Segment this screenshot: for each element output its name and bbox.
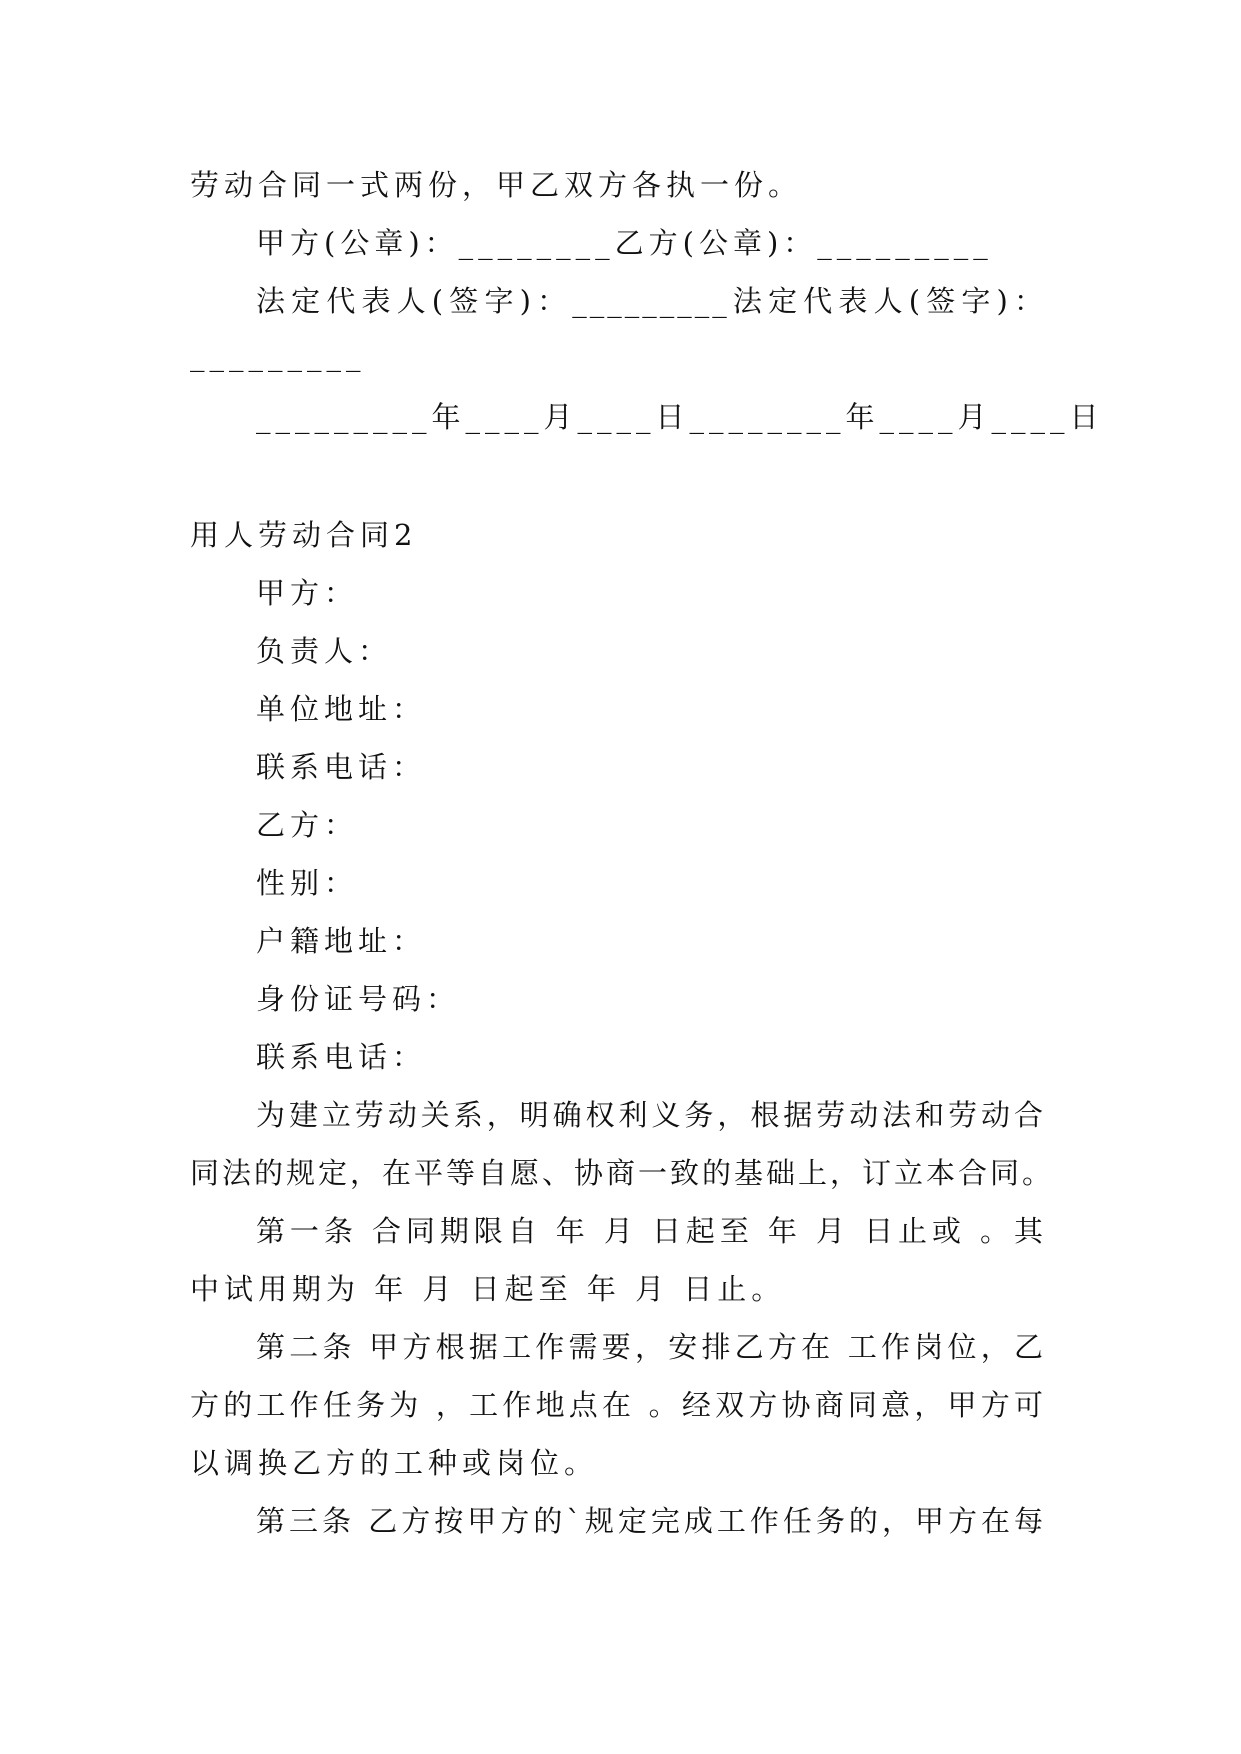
text-line-date: _________年____月____日________年____月____日 — [256, 400, 1104, 434]
article-2-line-2: 方的工作任务为 ，工作地点在 。经双方协商同意，甲方可 — [190, 1388, 1046, 1422]
field-gender: 性别： — [256, 866, 359, 900]
field-household-address: 户籍地址： — [256, 924, 427, 958]
field-id-number: 身份证号码： — [256, 982, 461, 1016]
field-party-b: 乙方： — [256, 808, 359, 842]
text-line-seal: 甲方(公章)：________乙方(公章)：_________ — [256, 226, 993, 260]
paragraph-preamble-line-1: 为建立劳动关系，明确权利义务，根据劳动法和劳动合 — [256, 1098, 1046, 1132]
field-person-in-charge: 负责人： — [256, 634, 393, 668]
article-1-line-1: 第一条 合同期限自 年 月 日起至 年 月 日止或 。其 — [256, 1214, 1046, 1248]
field-company-address: 单位地址： — [256, 692, 427, 726]
text-line-copies: 劳动合同一式两份，甲乙双方各执一份。 — [190, 168, 803, 202]
field-phone-b: 联系电话： — [256, 1040, 427, 1074]
article-2-line-1: 第二条 甲方根据工作需要，安排乙方在 工作岗位，乙 — [256, 1330, 1046, 1364]
text-line-legal-rep: 法定代表人(签字)：_________法定代表人(签字)： — [256, 284, 1046, 318]
article-1-line-2: 中试用期为 年 月 日起至 年 月 日止。 — [190, 1272, 786, 1306]
field-party-a: 甲方： — [256, 576, 359, 610]
section-title: 用人劳动合同2 — [190, 518, 418, 552]
article-2-line-3: 以调换乙方的工种或岗位。 — [190, 1446, 599, 1480]
text-line-signature-blank: _________ — [190, 338, 366, 372]
article-3-line-1: 第三条 乙方按甲方的`规定完成工作任务的，甲方在每 — [256, 1504, 1046, 1538]
field-phone-a: 联系电话： — [256, 750, 427, 784]
paragraph-preamble-line-2: 同法的规定，在平等自愿、协商一致的基础上，订立本合同。 — [190, 1156, 1055, 1190]
